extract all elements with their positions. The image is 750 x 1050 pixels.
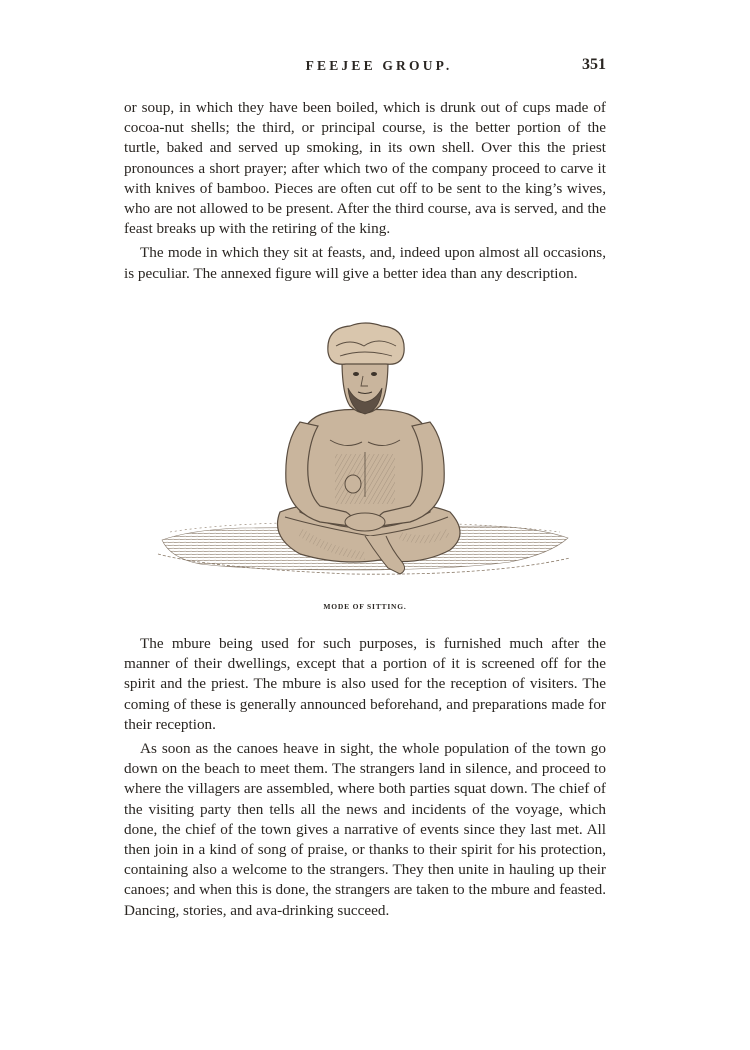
- running-title: FEEJEE GROUP.: [305, 58, 453, 73]
- figure-caption: MODE OF SITTING.: [323, 602, 407, 611]
- paragraph-canoes: As soon as the canoes heave in sight, the whole population of the town go down on the beach to meet them. The strangers land in silence, and proceed to where the villagers are assembled, where both parties squat down. The chief of the visiting party then tells all the news and incidents of the voyage, which done, the chief of the town gives a narrative of events since they last met. All then join in a kind of song of praise, or thanks to their spirit for his protection, containing also a welcome to the strangers. They then unite in hauling up their canoes; and when this is done, the strangers are taken to the mbure and feasted. Dancing, stories, and ava-drinking succeed.: [124, 740, 606, 919]
- paragraph-mode-of-sitting: The mode in which they sit at feasts, and, indeed upon almost all occasions, is peculiar. The annexed figure will give a better idea than any description.: [124, 244, 606, 282]
- running-head: [124, 58, 606, 82]
- page-number: 351: [582, 56, 606, 73]
- seated-man-engraving: [150, 322, 580, 588]
- paragraph-mbure: The mbure being used for such purposes, is furnished much after the manner of their dwellings, except that a portion of it is screened off for the spirit and the priest. The mbure is also used for the reception of visiters. The coming of these is generally announced beforehand, and preparations made for their reception.: [124, 635, 606, 733]
- head: [328, 323, 404, 414]
- text-block-top: [124, 98, 606, 284]
- paragraph-feast-courses: or soup, in which they have been boiled, which is drunk out of cups made of cocoa-nut shells; the third, or principal course, is the better portion of the turtle, baked and served up smoking, in its own shell. Over this the priest pronounces a short prayer; after which two of the company proceed to carve it with knives of bamboo. Pieces are often cut off to be sent to the king’s wives, who are not allowed to be present. After the third course, ava is served, and the feast breaks up with the retiring of the king.: [124, 99, 606, 238]
- figure-mode-of-sitting: [150, 322, 580, 588]
- text-block-bottom: [124, 634, 606, 921]
